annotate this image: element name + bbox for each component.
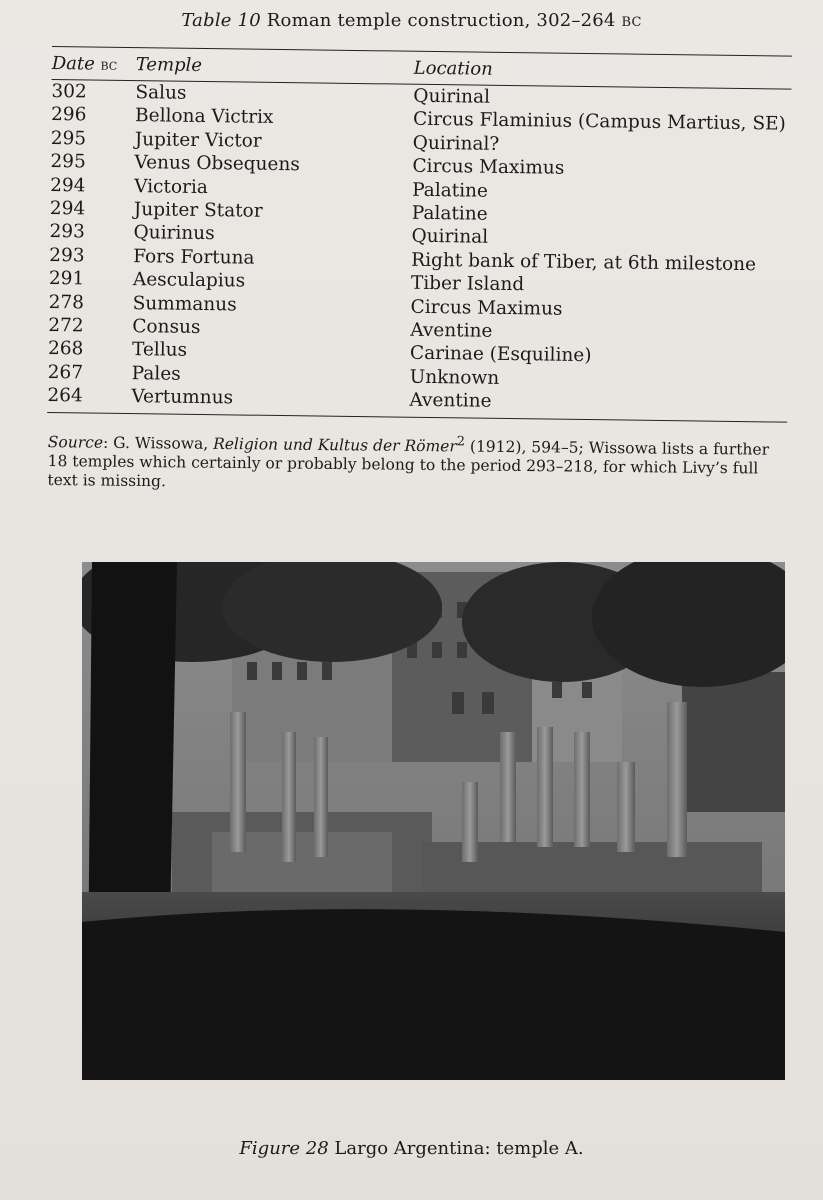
source-book-title: Religion und Kultus der Römer	[213, 434, 457, 456]
row-date: 294	[50, 174, 86, 197]
figure-label: Figure 28	[239, 1138, 329, 1159]
row-temple: Victoria	[134, 175, 208, 198]
header-date-era: bc	[100, 55, 118, 74]
row-location: Circus Flaminius (Campus Martius, SE)	[412, 109, 786, 136]
table-title-era: bc	[621, 10, 642, 31]
table-label: Table 10	[181, 10, 261, 31]
row-location: Palatine	[412, 179, 489, 202]
row-date: 268	[47, 338, 84, 360]
row-temple: Summanus	[132, 292, 237, 315]
row-temple: Vertumnus	[131, 386, 234, 409]
row-location: Quirinal?	[412, 132, 500, 155]
row-location: Tiber Island	[410, 272, 525, 296]
table-body	[47, 80, 791, 417]
row-location: Quirinal	[413, 85, 491, 108]
row-location: Aventine	[409, 389, 492, 412]
source-text: (1912), 594–5; Wissowa lists a further 18 temples which certainly or probably belong to the period 293–218, for which Livy’s full text is missing.	[47, 437, 770, 491]
header-temple: Temple	[135, 54, 203, 76]
row-date: 293	[49, 221, 86, 243]
table-title: Roman temple construction, 302–264	[266, 10, 616, 31]
row-temple: Aesculapius	[132, 269, 246, 292]
row-location: Circus Maximus	[410, 296, 563, 320]
table-source-note: Source: G. Wissowa, Religion und Kultus der Römer$^2$ (1912), 594–5; Wissowa lists a further 18 temples which certainly or probably belong to the period 293–218, for which Livy’s full text is missing.	[47, 433, 770, 491]
row-date: 296	[50, 104, 87, 126]
figure-caption	[0, 1138, 823, 1159]
row-date: 267	[47, 361, 84, 384]
row-temple: Jupiter Stator	[133, 199, 263, 222]
source-label: Source	[47, 433, 104, 452]
header-date: Date bc	[51, 52, 118, 75]
header-location: Location	[413, 57, 493, 80]
row-date: 295	[50, 151, 86, 173]
row-location: Right bank of Tiber, at 6th milestone	[411, 249, 757, 275]
source-edition: 2	[456, 434, 466, 450]
row-date: 302	[51, 80, 87, 103]
row-date: 278	[48, 291, 85, 313]
source-author: G. Wissowa,	[113, 433, 209, 453]
row-date: 293	[49, 244, 85, 267]
row-temple: Quirinus	[133, 222, 215, 245]
row-temple: Jupiter Victor	[134, 128, 262, 152]
row-location: Palatine	[411, 202, 488, 225]
row-temple: Pales	[131, 362, 181, 385]
row-date: 294	[49, 197, 86, 220]
figure-title: Largo Argentina: temple A.	[334, 1138, 584, 1159]
row-date: 291	[48, 268, 85, 290]
row-temple: Consus	[132, 315, 201, 338]
temple-table	[47, 46, 792, 423]
row-location: Carinae (Esquiline)	[409, 343, 592, 367]
row-temple: Salus	[135, 82, 187, 104]
row-temple: Bellona Victrix	[134, 105, 274, 129]
row-temple: Venus Obsequens	[134, 152, 300, 176]
figure-photograph	[82, 562, 785, 1080]
row-temple: Fors Fortuna	[133, 245, 255, 269]
row-temple: Tellus	[131, 339, 188, 362]
row-date: 295	[50, 127, 87, 150]
row-date: 264	[47, 385, 83, 407]
row-location: Aventine	[410, 319, 493, 342]
row-location: Unknown	[409, 366, 500, 389]
row-date: 272	[48, 314, 84, 337]
row-location: Quirinal	[411, 226, 489, 249]
row-location: Circus Maximus	[412, 155, 565, 179]
largo-argentina-photo	[82, 562, 785, 1080]
table-caption	[0, 10, 823, 31]
